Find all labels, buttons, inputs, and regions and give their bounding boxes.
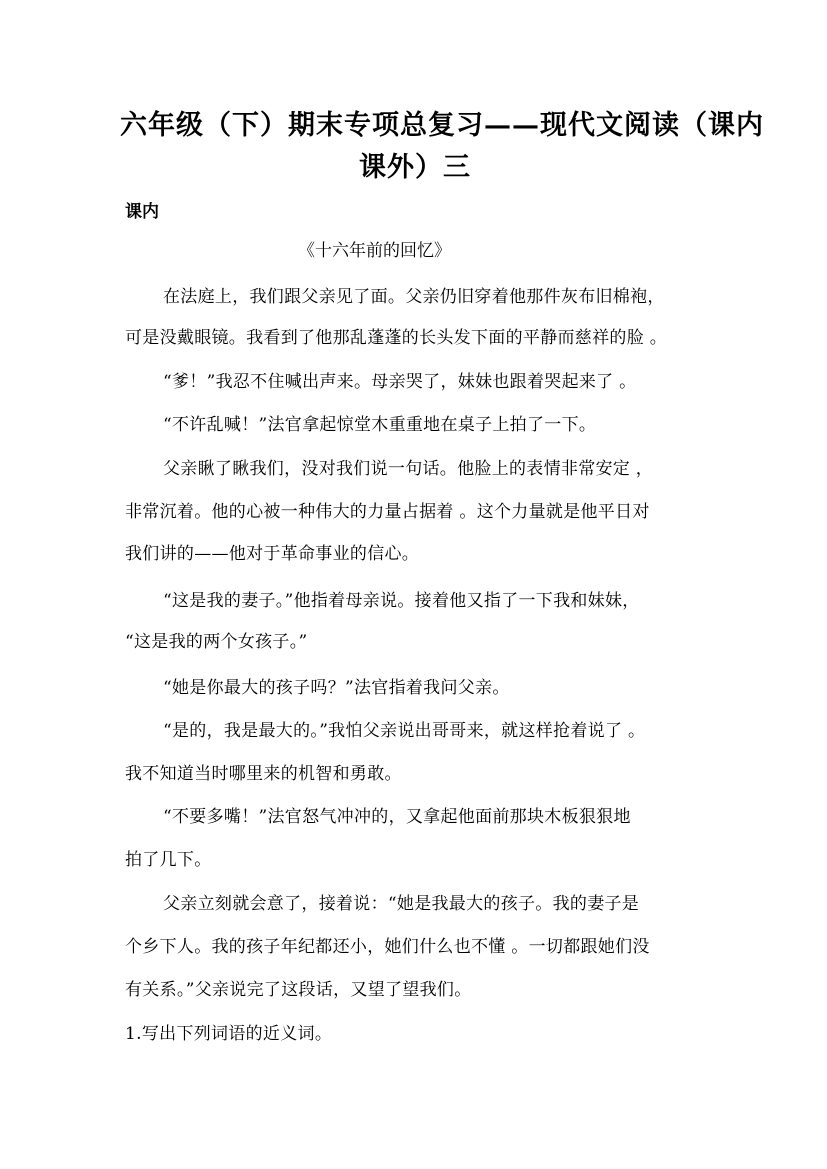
text-line: 可是没戴眼镜。我看到了他那乱蓬蓬的长头发下面的平静而慈祥的脸 。 bbox=[125, 328, 668, 348]
text-line: 个乡下人。我的孩子年纪都还小，她们什么也不懂 。一切都跟她们没 bbox=[125, 937, 650, 957]
section-label: 课内 bbox=[125, 202, 159, 222]
text-line: 拍了几下。 bbox=[125, 850, 212, 870]
text-line: “爹！”我忍不住喊出声来。母亲哭了，妹妹也跟着哭起来了 。 bbox=[163, 372, 637, 392]
text-line: “这是我的妻子。”他指着母亲说。接着他又指了一下我和妹妹， bbox=[163, 591, 640, 611]
text-line: 非常沉着。他的心被一种伟大的力量占据着 。这个力量就是他平日对 bbox=[125, 502, 650, 522]
document-title-line-2: 课外）三 bbox=[359, 152, 471, 183]
text-line: “是的，我是最大的。”我怕父亲说出哥哥来，就这样抢着说了 。 bbox=[163, 721, 646, 741]
text-line: 有关系。”父亲说完了这段话，又望了望我们。 bbox=[125, 980, 472, 1000]
text-line: “她是你最大的孩子吗？”法官指着我问父亲。 bbox=[163, 678, 510, 698]
text-line: “不许乱喊！”法官拿起惊堂木重重地在桌子上拍了一下。 bbox=[163, 415, 597, 435]
text-line: 在法庭上，我们跟父亲见了面。父亲仍旧穿着他那件灰布旧棉袍， bbox=[163, 287, 665, 307]
text-line: 我们讲的——他对于革命事业的信心。 bbox=[125, 544, 420, 564]
essay-title: 《十六年前的回忆》 bbox=[298, 241, 451, 261]
text-line: “不要多嘴！”法官怒气冲冲的，又拿起他面前那块木板狠狠地 bbox=[163, 807, 631, 827]
text-line: 我不知道当时哪里来的机智和勇敢。 bbox=[125, 764, 402, 784]
text-line: 父亲瞅了瞅我们，没对我们说一句话。他脸上的表情非常安定 ， bbox=[163, 459, 654, 479]
question-line: 1.写出下列词语的近义词。 bbox=[125, 1024, 333, 1044]
text-line: “这是我的两个女孩子。” bbox=[125, 632, 308, 652]
text-line: 父亲立刻就会意了，接着说：“她是我最大的孩子。我的妻子是 bbox=[163, 894, 640, 914]
document-title-line-1: 六年级（下）期末专项总复习——现代文阅读（课内 bbox=[120, 110, 764, 141]
